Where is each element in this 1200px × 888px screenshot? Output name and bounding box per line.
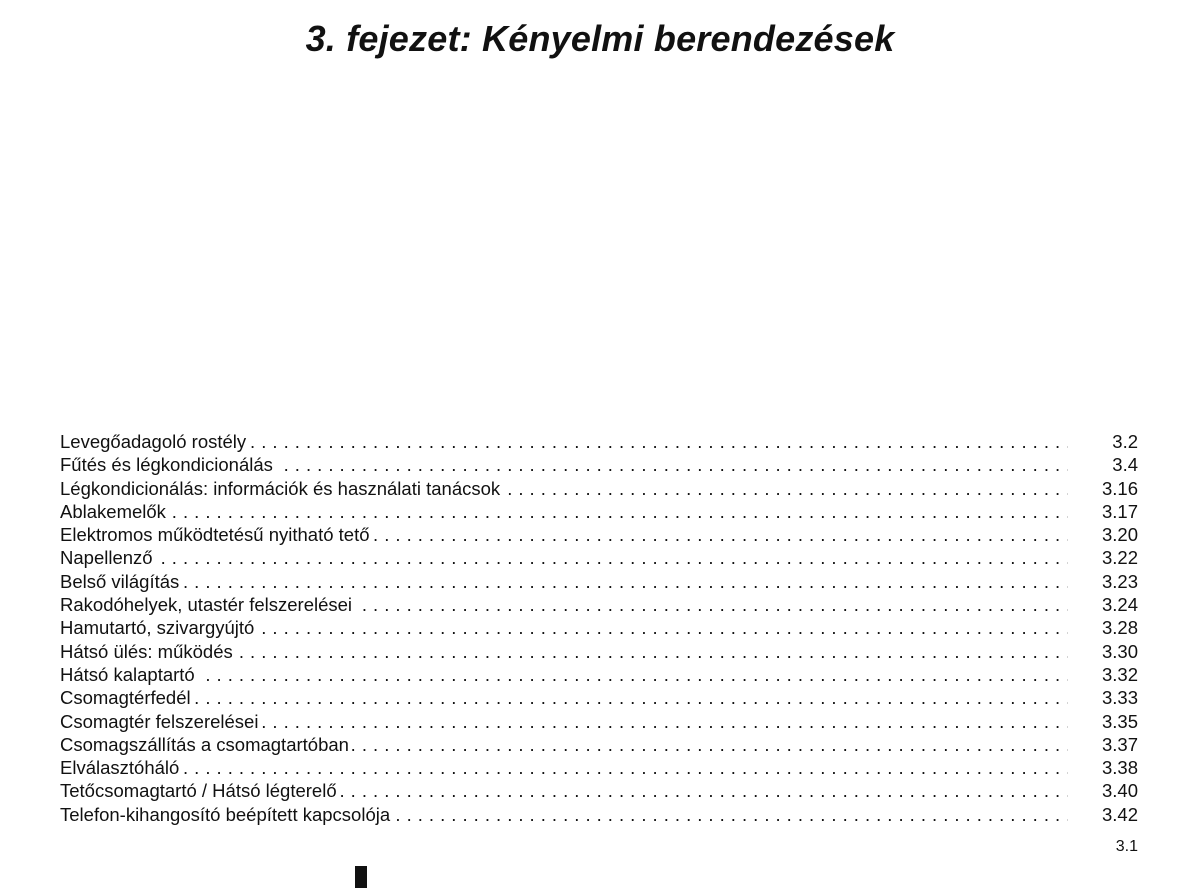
toc-entry[interactable] — [60, 640, 1138, 663]
toc-entry-page: 3.28 — [1096, 616, 1138, 639]
toc-entry-label: Rakodóhelyek, utastér felszerelései — [60, 594, 355, 615]
toc-entry-page: 3.37 — [1096, 733, 1138, 756]
toc-entry[interactable] — [60, 570, 1138, 593]
toc-entry-label: Fűtés és légkondicionálás — [60, 454, 276, 475]
toc-entry-page: 3.38 — [1096, 756, 1138, 779]
toc-entry-label: Csomagtérfedél — [60, 687, 194, 708]
toc-entry-page: 3.33 — [1096, 686, 1138, 709]
chapter-title: 3. fejezet: Kényelmi berendezések — [305, 18, 895, 59]
toc-entry-label: Ablakemelők — [60, 501, 169, 522]
toc-entry[interactable] — [60, 477, 1138, 500]
toc-entry-label: Napellenző — [60, 547, 156, 568]
toc-entry-page: 3.40 — [1096, 779, 1138, 802]
chapter-tab-marker — [355, 866, 367, 888]
toc-entry[interactable] — [60, 710, 1138, 733]
toc-entry-page: 3.23 — [1096, 570, 1138, 593]
toc-entry[interactable] — [60, 593, 1138, 616]
dot-leader — [60, 500, 1138, 523]
toc-entry-label: Elektromos működtetésű nyitható tető — [60, 524, 373, 545]
toc-entry-page: 3.16 — [1096, 477, 1138, 500]
toc-entry[interactable] — [60, 663, 1138, 686]
dot-leader — [60, 546, 1138, 569]
toc-entry[interactable] — [60, 500, 1138, 523]
toc-entry[interactable] — [60, 546, 1138, 569]
toc-entry-label: Csomagtér felszerelései — [60, 711, 261, 732]
toc-entry[interactable] — [60, 803, 1138, 826]
toc-entry[interactable] — [60, 616, 1138, 639]
toc-entry-label: Csomagszállítás a csomagtartóban — [60, 734, 352, 755]
toc-entry-label: Levegőadagoló rostély — [60, 431, 249, 452]
dot-leader — [60, 570, 1138, 593]
toc-entry-page: 3.17 — [1096, 500, 1138, 523]
toc-entry[interactable] — [60, 733, 1138, 756]
toc-entry-label: Hamutartó, szivargyújtó — [60, 617, 257, 638]
toc-entry-page: 3.4 — [1106, 453, 1138, 476]
table-of-contents — [60, 430, 1138, 826]
dot-leader — [60, 756, 1138, 779]
toc-entry-page: 3.32 — [1096, 663, 1138, 686]
toc-entry-page: 3.35 — [1096, 710, 1138, 733]
toc-entry-page: 3.2 — [1106, 430, 1138, 453]
toc-entry[interactable] — [60, 686, 1138, 709]
toc-entry-label: Tetőcsomagtartó / Hátsó légterelő — [60, 780, 340, 801]
dot-leader — [60, 663, 1138, 686]
toc-entry-label: Telefon-kihangosító beépített kapcsolója — [60, 804, 393, 825]
toc-entry-label: Elválasztóháló — [60, 757, 182, 778]
toc-entry-page: 3.30 — [1096, 640, 1138, 663]
toc-entry[interactable] — [60, 779, 1138, 802]
toc-entry-label: Légkondicionálás: információk és használati tanácsok — [60, 478, 503, 499]
toc-entry[interactable] — [60, 453, 1138, 476]
toc-entry[interactable] — [60, 523, 1138, 546]
toc-entry[interactable] — [60, 756, 1138, 779]
dot-leader — [60, 686, 1138, 709]
toc-entry-page: 3.22 — [1096, 546, 1138, 569]
toc-entry-label: Hátsó ülés: működés — [60, 641, 236, 662]
toc-entry-page: 3.42 — [1096, 803, 1138, 826]
toc-entry-label: Belső világítás — [60, 571, 182, 592]
toc-entry[interactable] — [60, 430, 1138, 453]
toc-entry-page: 3.24 — [1096, 593, 1138, 616]
page-number: 3.1 — [1115, 838, 1138, 855]
toc-entry-label: Hátsó kalaptartó — [60, 664, 198, 685]
toc-entry-page: 3.20 — [1096, 523, 1138, 546]
